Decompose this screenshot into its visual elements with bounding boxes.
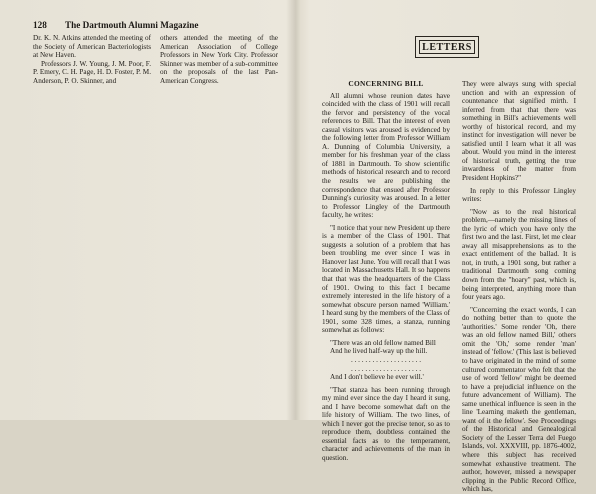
- paragraph: "That stanza has been running through my mind ever since the day I heard it sung, and I have become somewhat daft on the life history of William. The two lines, of which I never got the precise tenor, so as to reproduce them, doubtless contained the essential facts as to the temperament, character and achievements of the man in question.: [322, 385, 450, 462]
- verse-line: "There was an old fellow named Bill: [330, 338, 436, 347]
- verse-line: And I don't believe he ever will.': [330, 373, 424, 382]
- section-title: LETTERS: [419, 40, 475, 54]
- page-number: 128: [33, 20, 47, 30]
- paragraph: All alumni whose reunion dates have coincided with the class of 1901 will recall the fervor and persistency of the vocal references to Bill. That the interest of even casual visitors was aroused is evidenced by the following letter from Professor William A. Dunning of Columbia University, a member for his freshman year of the class of 1881 in Dartmouth. To show scientific methods of historical research and to record the results we are publishing the correspondence that ensued after Professor Dunning's curiosity was aroused. In a letter to Professor Lingley of the Dartmouth faculty, he writes:: [322, 91, 450, 220]
- right-column-2: [462, 80, 576, 494]
- paragraph: others attended the meeting of the American Association of College Professors in New York City. Professor Skinner was member of a sub-committee on the proposals of the last Pan-American Congress.: [160, 34, 278, 85]
- verse-ellipsis: . . . . . . . . . . . . . . . . . . . .: [350, 355, 422, 364]
- left-column-1: [33, 34, 151, 85]
- running-title: The Dartmouth Alumni Magazine: [65, 20, 199, 30]
- section-title-box: [415, 36, 479, 58]
- paragraph: "Concerning the exact words, I can do nothing better than to quote the 'authorities.' Some render 'Oh, there was an old fellow named Bill,' others omit the 'Oh,' some render 'man' instead of 'fellow.' (This last is believed to have originated in the mind of some cultured commentator who felt that the use of word 'fellow' might be deemed to have a prejudicial influence on the future advancement of William). The same unethical influence is seen in the line 'Learning maketh the gentleman, want of it the fellow'. See Proceedings of the Historical and Genealogical Society of the Lesser Terra del Fuego Islands, vol. XXXVIII, pp. 1876-4002, where this subject has received somewhat exhaustive treatment. The author, however, missed a newspaper clipping in the Public Record Office, which has,: [462, 305, 576, 494]
- verse-ellipsis: . . . . . . . . . . . . . . . . . . . .: [350, 364, 422, 373]
- paragraph: Dr. K. N. Atkins attended the meeting of the Society of American Bacteriologists at New Haven.: [33, 34, 151, 60]
- paragraph: In reply to this Professor Lingley writes:: [462, 186, 576, 204]
- paragraph: They were always sung with special unction and with an expression of countenance that signified mirth. I inferred from that that there was something in Bill's achievements well worthy of historical record, and my instinct for investigation will never be satisfied until I learn what it all was about. Would you mind in the interest of historical truth, getting the true inwardness of the matter from President Hopkins?": [462, 80, 576, 183]
- paragraph: "I notice that your new President up there is a member of the Class of 1901. That suggests a solution of a problem that has been troubling me ever since I was in Hanover last June. You will recall that I was located in Massachusetts Hall. It so happens that that was the headquarters of the Class of 1901. Owing to this fact I became extremely interested in the life history of a somewhat obscure person named 'William.' I heard sung by the members of the Class of 1901, some 328 times, a stanza, running somewhat as follows:: [322, 223, 450, 335]
- paragraph: "Now as to the real historical problem,—namely the missing lines of the lyric of which you have only the first two and the last. First, let me clear away all misapprehensions as to the exact entitlement of the ballad. It is not, in truth, a 1901 song, but rather a traditional Dartmouth song coming down from the "hoary" past, which is, being interpreted, anything more than four years ago.: [462, 207, 576, 302]
- letter-heading: CONCERNING BILL: [348, 79, 424, 88]
- paragraph: Professors J. W. Young, J. M. Poor, F. P. Emery, C. H. Page, H. D. Foster, P. M. Anderson, P. O. Skinner, and: [33, 59, 151, 85]
- left-column-2: [160, 34, 278, 85]
- left-page: [0, 0, 298, 420]
- right-column-1: [322, 80, 450, 463]
- verse-line: And he lived half-way up the hill.: [330, 347, 428, 356]
